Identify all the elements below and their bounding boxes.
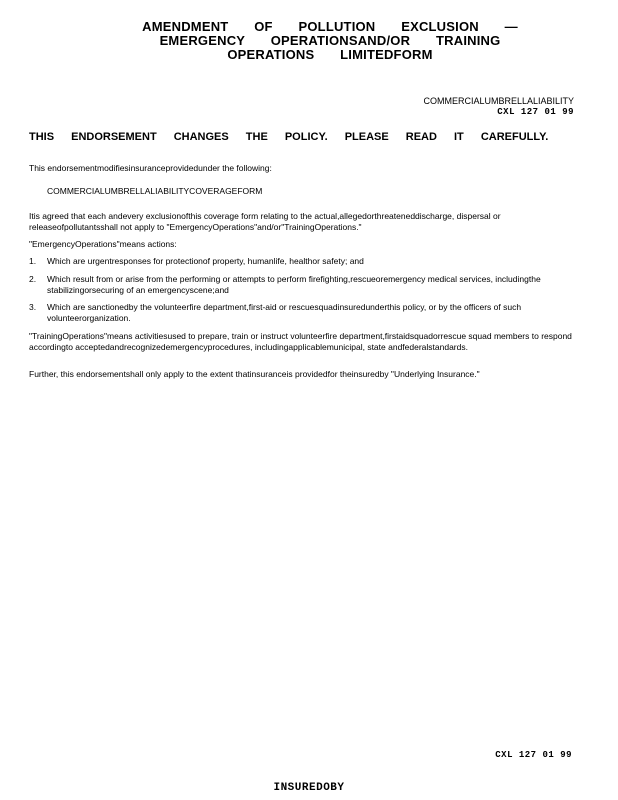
form-code: CXL 127 01 99 [497,107,574,117]
list-item-text: Which are sanctionedby the volunteerfire department,first-aid or rescuesquadinsuredunderthis policy, or by the officers of such volunteerorganization. [47,302,522,323]
footer-form-code: CXL 127 01 99 [495,750,572,760]
coverage-form-name: COMMERCIALUMBRELLALIABILITYCOVERAGEFORM [47,186,263,196]
agreement-paragraph: Itis agreed that each andevery exclusionofthis coverage form relating to the actual,allegedorthreateneddischarge, dispersal or releaseofpollutantsshall not apply to "EmergencyOperations"and/or"TrainingOperations." [29,211,501,232]
list-item-number: 3. [29,302,37,312]
title-line-3: OPERATIONS LIMITEDFORM [227,47,433,62]
list-item-text: Which are urgentresponses for protectionof property, humanlife, healthor safety; and [47,256,364,266]
list-item-number: 1. [29,256,37,266]
further-paragraph: Further, this endorsementshall only apply to the extent thatinsuranceis providedfor theinsuredby "Underlying Insurance." [29,369,480,379]
training-definition: "TrainingOperations"means activitiesused to prepare, train or instruct volunteerfire department,firstaidsquadorrescue squad members to respond accordingto acceptedandrecognizedemergencyprocedures, includingapplicablemunicipal, state andfederalstandards. [29,331,572,352]
endorsement-notice: THIS ENDORSEMENT CHANGES THE POLICY. PLEASE READ IT CAREFULLY. [29,131,549,143]
emergency-definition: "EmergencyOperations"means actions: [29,239,177,249]
form-name: COMMERCIALUMBRELLALIABILITY [423,96,574,106]
list-item-number: 2. [29,274,37,284]
intro-paragraph: This endorsementmodifiesinsuranceprovidedunder the following: [29,163,272,173]
title-line-1: AMENDMENT OF POLLUTION EXCLUSION — [142,19,518,34]
title-line-2: EMERGENCY OPERATIONSAND/OR TRAINING [159,33,501,48]
list-item-text: Which result from or arise from the performing or attempts to perform firefighting,rescueoremergency medical services, includingthe stabilizingorsecuring of an emergencyscene;and [47,274,541,295]
insured-stamp: INSUREDOBY [273,782,345,794]
document-title [130,20,530,62]
form-identifier [423,96,574,118]
